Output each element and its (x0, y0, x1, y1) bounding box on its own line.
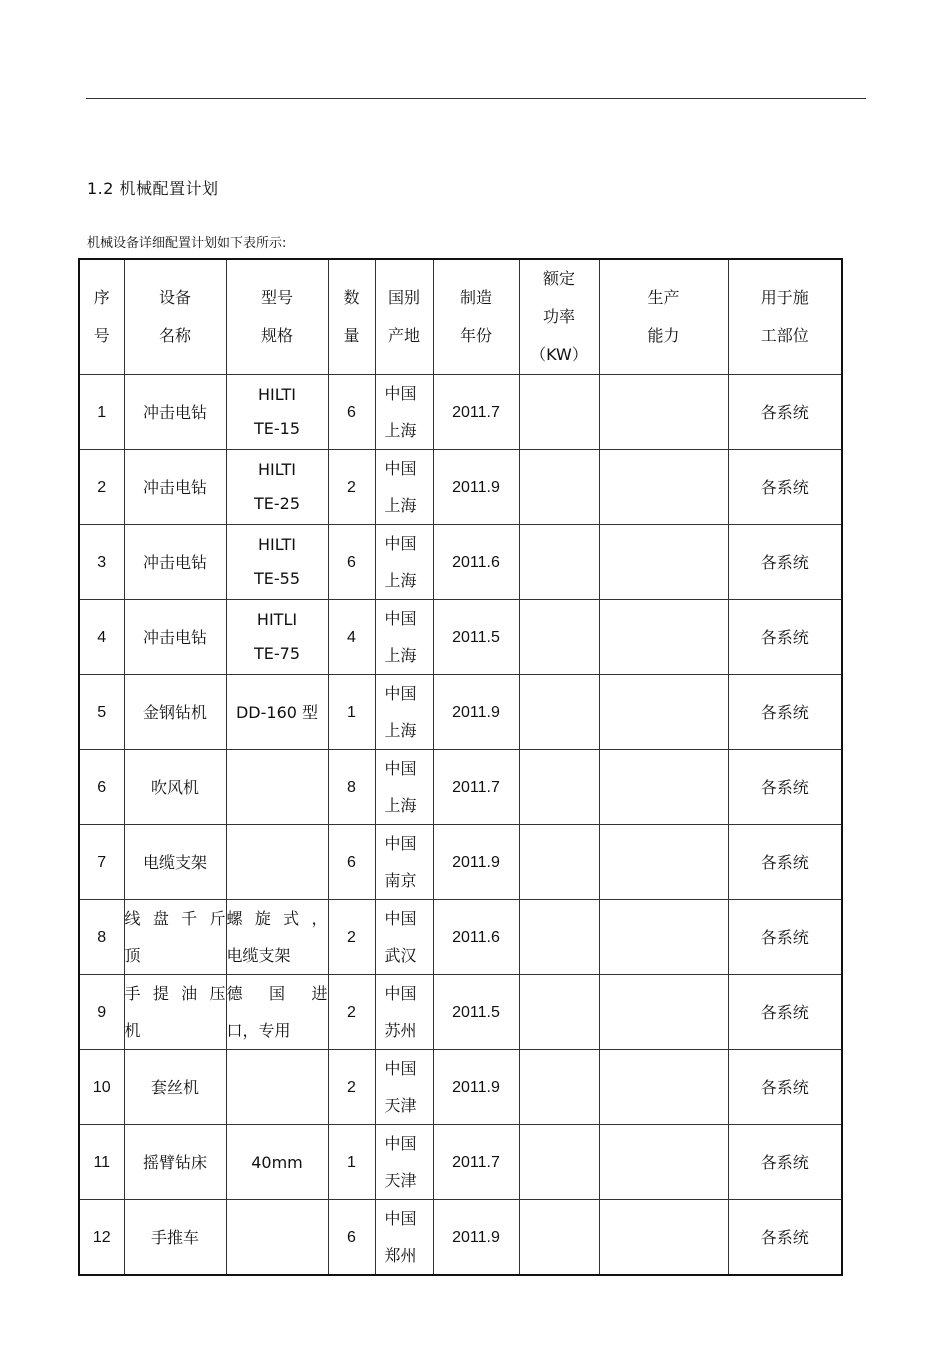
cell-model (226, 750, 328, 825)
cell-name: 冲击电钻 (124, 375, 226, 450)
cell-qty: 2 (328, 975, 375, 1050)
cell-capacity (599, 1125, 728, 1200)
cell-qty: 4 (328, 600, 375, 675)
cell-usage: 各系统 (728, 975, 842, 1050)
cell-name: 冲击电钻 (124, 450, 226, 525)
cell-name: 冲击电钻 (124, 600, 226, 675)
cell-power (519, 1200, 599, 1276)
header-model: 型号 规格 (226, 259, 328, 375)
cell-year: 2011.6 (433, 900, 519, 975)
cell-year: 2011.5 (433, 975, 519, 1050)
cell-seq: 4 (79, 600, 124, 675)
cell-power (519, 375, 599, 450)
cell-usage: 各系统 (728, 375, 842, 450)
cell-origin: 中国 上海 (375, 525, 433, 600)
cell-qty: 6 (328, 825, 375, 900)
cell-capacity (599, 750, 728, 825)
table-header-row (79, 259, 842, 375)
cell-qty: 2 (328, 900, 375, 975)
intro-text: 机械设备详细配置计划如下表所示: (87, 236, 287, 251)
cell-seq: 9 (79, 975, 124, 1050)
cell-year: 2011.5 (433, 600, 519, 675)
cell-year: 2011.9 (433, 825, 519, 900)
cell-model: HILTI TE-55 (226, 525, 328, 600)
cell-name: 线盘千斤 顶 (124, 900, 226, 975)
cell-seq: 1 (79, 375, 124, 450)
cell-origin: 中国 武汉 (375, 900, 433, 975)
cell-origin: 中国 郑州 (375, 1200, 433, 1276)
cell-qty: 2 (328, 1050, 375, 1125)
cell-origin: 中国 上海 (375, 675, 433, 750)
cell-name: 金钢钻机 (124, 675, 226, 750)
cell-usage: 各系统 (728, 675, 842, 750)
cell-year: 2011.6 (433, 525, 519, 600)
cell-model (226, 1200, 328, 1276)
cell-origin: 中国 苏州 (375, 975, 433, 1050)
cell-seq: 2 (79, 450, 124, 525)
equipment-table (78, 258, 843, 1276)
cell-power (519, 600, 599, 675)
cell-seq: 7 (79, 825, 124, 900)
cell-usage: 各系统 (728, 750, 842, 825)
table-row (79, 900, 842, 975)
cell-capacity (599, 600, 728, 675)
cell-power (519, 525, 599, 600)
header-name: 设备 名称 (124, 259, 226, 375)
cell-year: 2011.9 (433, 675, 519, 750)
cell-seq: 11 (79, 1125, 124, 1200)
cell-name: 摇臂钻床 (124, 1125, 226, 1200)
cell-power (519, 750, 599, 825)
table-row (79, 825, 842, 900)
cell-seq: 6 (79, 750, 124, 825)
cell-year: 2011.9 (433, 450, 519, 525)
cell-model: HITLI TE-75 (226, 600, 328, 675)
cell-origin: 中国 天津 (375, 1125, 433, 1200)
cell-capacity (599, 1050, 728, 1125)
cell-origin: 中国 上海 (375, 450, 433, 525)
cell-seq: 5 (79, 675, 124, 750)
cell-capacity (599, 900, 728, 975)
cell-capacity (599, 1200, 728, 1276)
cell-model (226, 825, 328, 900)
cell-capacity (599, 375, 728, 450)
cell-power (519, 450, 599, 525)
header-usage: 用于施 工部位 (728, 259, 842, 375)
cell-qty: 1 (328, 675, 375, 750)
cell-year: 2011.7 (433, 1125, 519, 1200)
cell-qty: 2 (328, 450, 375, 525)
cell-usage: 各系统 (728, 1050, 842, 1125)
cell-qty: 8 (328, 750, 375, 825)
cell-capacity (599, 525, 728, 600)
cell-qty: 1 (328, 1125, 375, 1200)
cell-usage: 各系统 (728, 1200, 842, 1276)
table-row (79, 1125, 842, 1200)
cell-qty: 6 (328, 375, 375, 450)
cell-name: 电缆支架 (124, 825, 226, 900)
cell-usage: 各系统 (728, 450, 842, 525)
cell-name: 手推车 (124, 1200, 226, 1276)
cell-year: 2011.7 (433, 750, 519, 825)
cell-name: 冲击电钻 (124, 525, 226, 600)
table-row (79, 975, 842, 1050)
cell-model: 德国进 口，专用 (226, 975, 328, 1050)
cell-year: 2011.7 (433, 375, 519, 450)
cell-name: 套丝机 (124, 1050, 226, 1125)
cell-year: 2011.9 (433, 1200, 519, 1276)
cell-power (519, 975, 599, 1050)
cell-power (519, 825, 599, 900)
cell-capacity (599, 450, 728, 525)
cell-power (519, 900, 599, 975)
cell-origin: 中国 上海 (375, 600, 433, 675)
table-row (79, 525, 842, 600)
cell-usage: 各系统 (728, 900, 842, 975)
table-row (79, 375, 842, 450)
header-power: 额定 功率 （KW） (519, 259, 599, 375)
cell-usage: 各系统 (728, 1125, 842, 1200)
cell-model (226, 1050, 328, 1125)
cell-model: 40mm (226, 1125, 328, 1200)
cell-usage: 各系统 (728, 825, 842, 900)
header-rule (86, 98, 866, 99)
cell-qty: 6 (328, 525, 375, 600)
header-qty: 数 量 (328, 259, 375, 375)
cell-usage: 各系统 (728, 525, 842, 600)
cell-seq: 10 (79, 1050, 124, 1125)
cell-seq: 3 (79, 525, 124, 600)
header-seq: 序 号 (79, 259, 124, 375)
header-origin: 国别 产地 (375, 259, 433, 375)
header-year: 制造 年份 (433, 259, 519, 375)
cell-model: 螺旋式， 电缆支架 (226, 900, 328, 975)
header-capacity: 生产 能力 (599, 259, 728, 375)
table-row (79, 450, 842, 525)
cell-seq: 8 (79, 900, 124, 975)
cell-origin: 中国 天津 (375, 1050, 433, 1125)
table-row (79, 1050, 842, 1125)
cell-capacity (599, 975, 728, 1050)
cell-qty: 6 (328, 1200, 375, 1276)
cell-origin: 中国 南京 (375, 825, 433, 900)
table-row (79, 675, 842, 750)
cell-model: DD-160 型 (226, 675, 328, 750)
cell-origin: 中国 上海 (375, 375, 433, 450)
cell-seq: 12 (79, 1200, 124, 1276)
cell-capacity (599, 825, 728, 900)
table-body (79, 375, 842, 1276)
cell-name: 吹风机 (124, 750, 226, 825)
cell-capacity (599, 675, 728, 750)
cell-origin: 中国 上海 (375, 750, 433, 825)
cell-name: 手提油压 机 (124, 975, 226, 1050)
cell-model: HILTI TE-15 (226, 375, 328, 450)
cell-power (519, 675, 599, 750)
cell-year: 2011.9 (433, 1050, 519, 1125)
cell-power (519, 1125, 599, 1200)
cell-usage: 各系统 (728, 600, 842, 675)
table-row (79, 1200, 842, 1276)
cell-power (519, 1050, 599, 1125)
table-row (79, 600, 842, 675)
section-title: 1.2 机械配置计划 (87, 179, 219, 198)
table-row (79, 750, 842, 825)
cell-model: HILTI TE-25 (226, 450, 328, 525)
